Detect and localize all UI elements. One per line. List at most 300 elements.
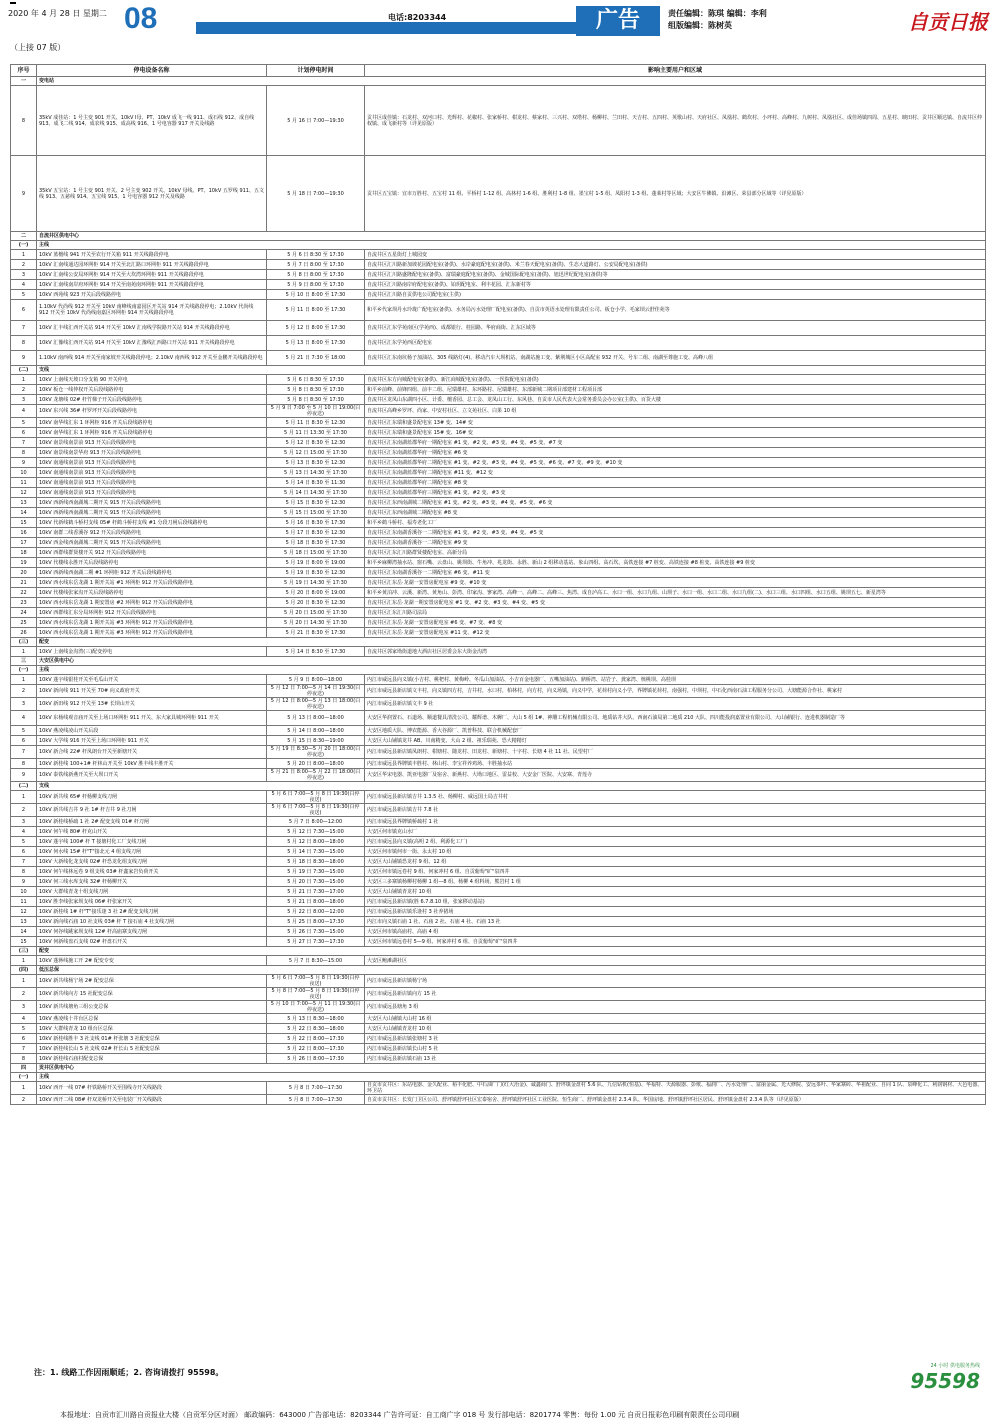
cell-area: 内江市威远县新店镇石庙 13 社 [365, 1054, 986, 1064]
cell-no: 15 [11, 518, 37, 528]
cell-name: 10kV 何三线水库支线 32# 杆杨柳开关 [37, 877, 267, 887]
cell-no: 6 [11, 1034, 37, 1044]
cell-no: 11 [11, 478, 37, 488]
cell-time: 5 月 21 日 8:00—5 月 22 日 18:00(白停夜送) [267, 769, 365, 782]
cell-time: 5 月 19 日 8:30 至 12:30 [267, 568, 365, 578]
cell-no: 5 [11, 726, 37, 736]
cell-time: 5 月 18 日 8:30—18:00 [267, 857, 365, 867]
cell-name: 10kV 龙塘线 02# 杆竹梯子开关后段线路停电 [37, 395, 267, 405]
cell-time: 5 月 14 日 8:30 至 11:30 [267, 478, 365, 488]
header-area: 影响主要用户和区域 [365, 65, 986, 77]
section-row [11, 77, 986, 86]
cell-no: 9 [11, 769, 37, 782]
table-row [11, 428, 986, 438]
cell-no: 15 [11, 937, 37, 947]
cell-time: 5 月 9 日 7:00 至 5 月 10 日 19:00(白停夜送) [267, 405, 365, 418]
table-row [11, 438, 986, 448]
section-number: (三) [11, 947, 37, 956]
cell-area: 自流井区汇东汇川路司法局 [365, 608, 986, 618]
cell-no: 1 [11, 375, 37, 385]
cell-area: 自贡市贡井区：长发门卫区公司、舒坪镇舒坪社区宏泰宿舍、舒坪镇舒坪社区工业医院、恒生商厂、舒坪镇金盘村 2.3.4 队、华国房地、舒坪镇舒坪社区居民、舒坪镇金盘村 2.3.4 队等（详见原版） [365, 1095, 986, 1105]
cell-time: 5 月 26 日 8:00—17:30 [267, 1054, 365, 1064]
cell-name: 10kV 南通线南景前 913 开关后段线路停电 [37, 458, 267, 468]
subsection-row [11, 782, 986, 791]
cell-name: 10kV 西新线西南湖城二期开关 915 开关后段线路停电 [37, 498, 267, 508]
cell-area: 自流井区汇东南湖蓝郡华府二期配电室 #11 变、#12 变 [365, 468, 986, 478]
table-row [11, 827, 986, 837]
header-time: 计划停电时间 [267, 65, 365, 77]
cell-no: 22 [11, 588, 37, 598]
cell-name: 10kV 西苑线 923 开关后段线路停电 [37, 290, 267, 300]
cell-area: 内江市向义镇石庙 1 社、石庙 2 社、石庙 4 社、石庙 13 社 [365, 917, 986, 927]
cell-no: 9 [11, 877, 37, 887]
table-row [11, 847, 986, 857]
cell-time: 5 月 12 日 7:30—15:00 [267, 827, 365, 837]
cell-no: 4 [11, 280, 37, 290]
cell-no: 6 [11, 428, 37, 438]
cell-area: 自贡市贡井区：东站电器、金久配业、裕丰化肥、中石油厂门(红大治金)、诚鑫商门、舒坪镇金盘村 5.6 队、九信钻机(恒基)、华福特、天源服器、彭歌、福润厂、污水处理厂、富丽金属、光大修院、安远茶叶、华家寨砖、华祖配业、自同 1 队、泉峰化工、利润钢材、大邑电器、环卫站 [365, 1082, 986, 1095]
cell-no: 1 [11, 791, 37, 804]
cell-time: 5 月 13 日 8:00—18:00 [267, 711, 365, 726]
cell-area: 自流井区汇东南湖香溪谷一二期配电室 #1 变、#2 变、#3 变、#4 变、#5 变 [365, 528, 986, 538]
cell-name: 10kV 新桂线桥疏 1 社 2# 配变支线 01# 杆刀闸 [37, 817, 267, 827]
cell-name: 10kV 板仓一线仲权开关后段线路停电 [37, 385, 267, 395]
cell-time: 5 月 9 日 8:00 至 17:30 [267, 280, 365, 290]
cell-area: 大安区地质大队、博农能源、香大谷源厂、凯普科技、联合机械配套厂 [365, 726, 986, 736]
cell-no: 1 [11, 1082, 37, 1095]
page-header [8, 2, 988, 40]
hotline-logo [880, 1362, 980, 1402]
cell-no: 6 [11, 736, 37, 746]
section-number: 四 [11, 1064, 37, 1073]
registration-mark [10, 2, 16, 4]
cell-name: 10kV 西新线西南湖城二期开关 915 开关后段线路停电 [37, 508, 267, 518]
cell-area: 贡井区五宝镇：宜市万胜村、五宝村 11 组、平桥村 1-12 组、高林村 1-6 组、胜利村 1-8 组、墨宝村 1-5 组、凤阳村 1-3 组、蓬莱村等区域；大安区牛佛镇、沿滩区、荣县部分区域等（详见原版） [365, 156, 986, 232]
cell-time: 5 月 22 日 8:30—18:00 [267, 1024, 365, 1034]
cell-time: 5 月 6 日 7:00—5 月 8 日 19:30(白停夜送) [267, 804, 365, 817]
cell-no: 7 [11, 857, 37, 867]
table-row [11, 458, 986, 468]
cell-area: 内江市威远县新店镇文丰 9 社 [365, 698, 986, 711]
cell-no: 10 [11, 468, 37, 478]
cell-area: 和平乡鹤斗桥村、福寿老化工厂 [365, 518, 986, 528]
header-equipment: 停电设备名称 [37, 65, 267, 77]
cell-area: 内江市威远县新店镇向方 15 社 [365, 988, 986, 1001]
table-row [11, 578, 986, 588]
cell-no: 16 [11, 528, 37, 538]
cell-area: 内江市威远县新店镇杨宁场 [365, 975, 986, 988]
cell-area: 和平乡麻柳湾抽水站、窗石嘴、云盘山、姚坝街、牛角冲、兆龙街、永胜、新山 2 组移动基站、象山四组、高石坎、高铁连接 #7 桩变、高铁连接 #8 桩变、高铁连接 #9 桩变 [365, 558, 986, 568]
cell-time: 5 月 15 日 8:30—19:00 [267, 736, 365, 746]
continued-from: （上接 07 版） [10, 43, 66, 52]
cell-area: 大安区大山铺镇龙井 AB、川南精变、大山 2 组、祖乐瑞苑、恐大精精灯 [365, 736, 986, 746]
editors-line-2: 组版编辑：陈树英 [668, 21, 732, 30]
cell-no: 3 [11, 270, 37, 280]
cell-time: 5 月 21 日 8:00—18:00 [267, 897, 365, 907]
table-row [11, 857, 986, 867]
cell-time: 5 月 9 日 8:00—18:00 [267, 675, 365, 685]
cell-time: 5 月 8 日 7:00—17:30 [267, 1095, 365, 1105]
cell-time: 5 月 21 日 8:30 至 17:30 [267, 628, 365, 638]
cell-time: 5 月 7 日 8:30—15:00 [267, 956, 365, 966]
cell-name: 10kV 新合线 22# 杆凤朗台开关至新塘开关 [37, 746, 267, 759]
cell-no: 7 [11, 746, 37, 759]
cell-no: 3 [11, 698, 37, 711]
table-row [11, 1001, 986, 1014]
table-row [11, 937, 986, 947]
section-title: 配变 [37, 947, 986, 956]
cell-area: 自流井区郭家坳街道地大酒店社区居委会东大街金沟湾 [365, 647, 986, 657]
cell-name: 10kV 南通线南景前 913 开关后段线路停电 [37, 478, 267, 488]
table-row [11, 975, 986, 988]
table-row [11, 568, 986, 578]
cell-area: 自流井区汇东西南湖城二期配电室 #8 变 [365, 508, 986, 518]
cell-area: 内江市威远县新店镇长山村 5 社 [365, 1044, 986, 1054]
cell-name: 10kV 燕凌线凌山开关后段 [37, 726, 267, 736]
section-title: 支线 [37, 782, 986, 791]
cell-name: 10kV 新桂线胜丰 3 社支线 01# 杆张塘 3 社配变总保 [37, 1034, 267, 1044]
table-row [11, 917, 986, 927]
cell-no: 21 [11, 578, 37, 588]
cell-name: 10kV 汇丰线汇西开关站 914 开关至 10kV 汇南线学院路开关站 914 开关线路段停电 [37, 321, 267, 336]
page-footer: 本报地址：自贡市汇川路自贡报业大楼（自贡军分区对面） 邮政编码：643000 广告部电话：8203344 广告许可证：自工商广字 018 号 发行部电话：8201774 零售：每份 1.00 元 自贡日报彩色印刷有限责任公司印刷 [60, 1411, 740, 1419]
cell-area: 大安区何市镇远卷村 9 组、何家冲村 6 组、自贡葡萄"矿"泉四井 [365, 867, 986, 877]
subsection-row [11, 638, 986, 647]
cell-no: 12 [11, 488, 37, 498]
cell-no: 5 [11, 418, 37, 428]
cell-name: 10kV 上南线天坡口分支箱 90 开关停电 [37, 375, 267, 385]
newspaper-logo: 自贡日报 [908, 10, 988, 34]
table-row [11, 988, 986, 1001]
cell-time: 5 月 20 日 14:30 至 17:30 [267, 618, 365, 628]
cell-time: 5 月 10 日 7:00—5 月 11 日 19:30(白停夜送) [267, 1001, 365, 1014]
cell-area: 和平乡代家坝丹水玲珑广配电室(备供)、水务局污水处理厂配电室(备供)、自贡市英语水处理有限责任公司、板仓小学、毛家坝云舒佳苑等 [365, 300, 986, 321]
cell-name: 10kV 新桂线 1# 杆"T"接乐逢 3 社 2# 配变支线刀闸 [37, 907, 267, 917]
table-row [11, 375, 986, 385]
cell-name: 10kV 蓬宇线 100# 杆 T 接塘村化工厂支线刀闸 [37, 837, 267, 847]
cell-area: 自流井区汇东岳·龙湖一安置房配电室 #6 变、#7 变、#8 变 [365, 618, 986, 628]
cell-name: 10kV 南华线汇东 1 环网柜 916 开关后段线路停电 [37, 428, 267, 438]
cell-no: 5 [11, 290, 37, 300]
subsection-row [11, 241, 986, 250]
section-title: 大安区供电中心 [37, 657, 986, 666]
cell-name: 35kV 成佳站：1 号主变 901 开关、10kV Ⅰ母、PT、10kV 成飞一线 911、成石线 912、成自线 913、成飞二线 914、成农线 915、成高线 916、1 号电容器 917 开关及线路 [37, 86, 267, 156]
cell-time: 5 月 6 日 7:00—5 月 8 日 19:30(白停夜送) [267, 791, 365, 804]
section-title: 支线 [37, 366, 986, 375]
cell-no: 14 [11, 508, 37, 518]
cell-name: 10kV 蓝檀线 941 开关至农行开关箱 911 开关线路段停电 [37, 250, 267, 260]
cell-time: 5 月 11 日 13:30 至 17:30 [267, 428, 365, 438]
cell-name: 10kV 汇南线公安局环网柜 914 开关至大坎湾环网柜 911 开关线路段停电 [37, 270, 267, 280]
cell-no: 1 [11, 675, 37, 685]
cell-name: 10kV 泰铁线新燕开关至大坝口开关 [37, 769, 267, 782]
subsection-row [11, 966, 986, 975]
table-row [11, 907, 986, 917]
cell-time: 5 月 19 日 7:30—15:00 [267, 867, 365, 877]
cell-no: 4 [11, 711, 37, 726]
cell-area: 内江市威远县界牌镇桥疏村 1 社 [365, 817, 986, 827]
table-row [11, 746, 986, 759]
cell-area: 自流井区汇东学苑西区配电室 [365, 336, 986, 351]
cell-time: 5 月 7 日 8:00 至 17:30 [267, 260, 365, 270]
section-title: 自流井区供电中心 [37, 232, 986, 241]
cell-area: 大安区大山铺镇恐龙村 9 组、12 组 [365, 857, 986, 867]
section-number: 二 [11, 232, 37, 241]
header-no: 序号 [11, 65, 37, 77]
table-row [11, 897, 986, 907]
table-row [11, 1095, 986, 1105]
cell-area: 大安区华宋电器、凯亚电器厂及宿舍、新燕村、大坳口地区、雷益校、大安金厂医院、大安寨、青莲寺 [365, 769, 986, 782]
cell-no: 8 [11, 867, 37, 877]
cell-area: 自流井区汇东南湖蓝郡华府三期配电室 #1 变、#2 变、#3 变 [365, 488, 986, 498]
subsection-row [11, 666, 986, 675]
cell-no: 26 [11, 628, 37, 638]
cell-time: 5 月 11 日 8:30 至 12:30 [267, 418, 365, 428]
cell-name: 10kV 南华线汇东 1 环网柜 916 开关后段线路停电 [37, 418, 267, 428]
cell-area: 自流井区汇东学苑南区(学苑西)、成都银行、桂园路、华府商街、汇东区域等 [365, 321, 986, 336]
cell-area: 自流井区汇东南湖蓝郡华府一期配电室 #6 变 [365, 448, 986, 458]
cell-no: 7 [11, 321, 37, 336]
hotline-number: 95598 [910, 1369, 980, 1393]
outage-table [10, 64, 986, 1105]
section-title: 广告 [576, 6, 660, 36]
cell-name: 10kV 大群线青龙十组支线刀闸 [37, 887, 267, 897]
cell-no: 4 [11, 405, 37, 418]
subsection-row [11, 1073, 986, 1082]
cell-no: 1 [11, 956, 37, 966]
cell-time: 5 月 7 日 8:00—12:00 [267, 817, 365, 827]
cell-name: 10kV 新桂线 100+1# 杆林山开关至 10kV 胜丰线丰胜开关 [37, 759, 267, 769]
table-row [11, 508, 986, 518]
cell-name: 10kV 新桂线石庙村配变总保 [37, 1054, 267, 1064]
table-row [11, 300, 986, 321]
cell-no: 18 [11, 548, 37, 558]
cell-no: 3 [11, 1001, 37, 1014]
cell-area: 大安区大山铺镇大山村 16 组 [365, 1014, 986, 1024]
cell-area: 大安区何市镇何市一街、永太村 10 组 [365, 847, 986, 857]
table-row [11, 887, 986, 897]
cell-area: 自流井区汇东岳·龙湖一安置房配电室 #11 变、#12 变 [365, 628, 986, 638]
cell-no: 24 [11, 608, 37, 618]
cell-no: 5 [11, 1024, 37, 1034]
cell-name: 10kV 大群线青龙 10 组台区总保 [37, 1024, 267, 1034]
section-row [11, 657, 986, 666]
section-number: (二) [11, 782, 37, 791]
cell-no: 6 [11, 300, 37, 321]
table-row [11, 156, 986, 232]
cell-area: 自流井区汇东西南湖城二期配电室 #1 变、#2 变、#3 变、#4 变、#5 变、#6 变 [365, 498, 986, 508]
table-row [11, 867, 986, 877]
table-row [11, 538, 986, 548]
table-row [11, 685, 986, 698]
cell-name: 10kV 南景线南景前 913 开关后段线路停电 [37, 438, 267, 448]
cell-name: 10kV 南通线南景前 913 开关后段线路停电 [37, 488, 267, 498]
cell-area: 贡井区成佳镇：石龙村、双河口村、光辉村、花椒村、张家桥村、柑龙村、蔡家村、三兴村、双塔村、杨柳村、兰田村、天吉村、五四村、英歌山村、天府社区、凤凰村、鹤坎村、小坪村、高峰村、九树村、凤凰社区、成佳场镇四周、五星村、映田村、贡井区顺达镇、自流井区仲权镇、成飞新村等（详见原版） [365, 86, 986, 156]
cell-area: 内江市威远县向义镇(高明 2 组、利源化工厂) [365, 837, 986, 847]
cell-name: 10kV 新向线石庙 10 社支线 03# 杆 T 接石庙 4 社支线刀闸 [37, 917, 267, 927]
cell-no: 13 [11, 917, 37, 927]
cell-name: 10kV 代楼线永胜开关后段线路停电 [37, 558, 267, 568]
cell-name: 10kV 汇豫线汇西开关站 914 开关至 10kV 汇豫线汇西路口开关站 911 开关线路段停电 [37, 336, 267, 351]
cell-name: 10kV 燕凌线十井台区总保 [37, 1014, 267, 1024]
cell-time: 5 月 12 日 8:00—5 月 13 日 18:00(白停夜送) [267, 698, 365, 711]
cell-name: 10kV 何午线 80# 杆克山开关 [37, 827, 267, 837]
cell-no: 17 [11, 538, 37, 548]
cell-area: 大安区大山铺镇青龙村 10 组 [365, 887, 986, 897]
cell-name: 10kV 东杨线观音庙开关至上场口环网柜 911 开关、东大家具城环网柜 911 开关 [37, 711, 267, 726]
section-title: 主线 [37, 666, 986, 675]
cell-area: 内江市威远县新店镇文丰村，向义镇四方村，吉井村，水口村，柏林村，向方村，向义场镇，向义中学，花荷村向义小学，界牌镇花荷村，南强村，中坝村，中石化西南石油工程服务分公司、大塘能源合作社、桃家村 [365, 685, 986, 698]
cell-no: 19 [11, 558, 37, 568]
cell-no: 25 [11, 618, 37, 628]
table-row [11, 478, 986, 488]
cell-no: 8 [11, 86, 37, 156]
cell-no: 4 [11, 1014, 37, 1024]
cell-name: 10kV 新共线杨宁场 2# 配变总保 [37, 975, 267, 988]
cell-time: 5 月 27 日 7:30—17:30 [267, 937, 365, 947]
table-row [11, 321, 986, 336]
subsection-row [11, 366, 986, 375]
cell-time: 5 月 20 日 8:00 至 19:00 [267, 588, 365, 598]
cell-area: 自流井区汇东南湖蓝郡华府二期配电室 #1 变、#2 变、#3 变、#4 变、#5 变、#6 变、#7 变、#9 变、#10 变 [365, 458, 986, 468]
page-number: 08 [124, 2, 158, 35]
cell-time: 5 月 12 日 7:00—5 月 14 日 19:30(白停夜送) [267, 685, 365, 698]
cell-no: 10 [11, 887, 37, 897]
cell-name: 10kV 代楼线张家沟开关后段线路停电 [37, 588, 267, 598]
table-row [11, 608, 986, 618]
table-body [11, 77, 986, 1105]
cell-name: 10kV 大新线化龙支线 02# 杆恐龙化组支线刀闸 [37, 857, 267, 867]
cell-name: 10kV 新田线 912 开关至 13# 长坝山开关 [37, 698, 267, 711]
cell-no: 4 [11, 827, 37, 837]
table-row [11, 791, 986, 804]
cell-area: 内江市威远县新店镇吉井 7.8 社 [365, 804, 986, 817]
table-row [11, 1082, 986, 1095]
cell-time: 5 月 20 日 8:30 至 12:30 [267, 598, 365, 608]
cell-time: 5 月 22 日 8:00—17:30 [267, 1034, 365, 1044]
cell-time: 5 月 26 日 7:30—15:00 [267, 927, 365, 937]
cell-time: 5 月 12 日 15:00 至 17:30 [267, 448, 365, 458]
cell-name: 1.10kV 代尚线 912 开关至 10kV 南峰线南嘉园区开关站 914 开关线路段停电；2.10kV 代尚线 912 开关至 10kV 代尚线南嘉区环网柜 914 开关线路段停电 [37, 300, 267, 321]
cell-time: 5 月 13 日 8:00 至 17:30 [267, 336, 365, 351]
cell-time: 5 月 21 日 7:30—17:00 [267, 887, 365, 897]
cell-time: 5 月 22 日 8:00—12:00 [267, 907, 365, 917]
cell-name: 10kV 何午线林远卷 9 组支线 03# 杆鑫家岩负荷开关 [37, 867, 267, 877]
cell-no: 11 [11, 897, 37, 907]
table-row [11, 260, 986, 270]
cell-time: 5 月 6 日 7:00—5 月 8 日 19:30(白停夜送) [267, 975, 365, 988]
cell-no: 7 [11, 438, 37, 448]
cell-time: 5 月 12 日 8:30 至 12:30 [267, 438, 365, 448]
cell-area: 大安区何市镇高庙村、高庙 4 组 [365, 927, 986, 937]
cell-time: 5 月 18 日 15:00 至 17:30 [267, 548, 365, 558]
cell-time: 5 月 21 日 7:30 至 18:00 [267, 351, 365, 366]
cell-no: 2 [11, 260, 37, 270]
section-number: (一) [11, 241, 37, 250]
cell-area: 自流井区汇东瑞和盛景配电室 15# 变、16# 变 [365, 428, 986, 438]
section-title: 配变 [37, 638, 986, 647]
cell-no: 9 [11, 156, 37, 232]
cell-time: 5 月 6 日 8:30 至 17:30 [267, 250, 365, 260]
cell-time: 5 月 12 日 8:00 至 17:30 [267, 321, 365, 336]
cell-area: 内江市威远县新店镇吉井 1.3.5 社、杨柳村、威远国土局吉井村 [365, 791, 986, 804]
section-number: (三) [11, 638, 37, 647]
cell-time: 5 月 13 日 8:30 至 12:30 [267, 458, 365, 468]
cell-no: 3 [11, 395, 37, 405]
table-row [11, 1014, 986, 1024]
section-number: (一) [11, 666, 37, 675]
cell-time: 5 月 20 日 7:30—15:00 [267, 877, 365, 887]
cell-time: 5 月 14 日 7:30—15:00 [267, 847, 365, 857]
cell-time: 5 月 25 日 8:00—17:30 [267, 917, 365, 927]
table-row [11, 518, 986, 528]
cell-name: 10kV 南群二线香溪谷 912 开关后段线路停电 [37, 528, 267, 538]
table-row [11, 250, 986, 260]
section-title: 主线 [37, 241, 986, 250]
cell-time: 5 月 14 日 8:00—18:00 [267, 726, 365, 736]
cell-name: 10kV 新向线 911 开关至 70# 向义政府开关 [37, 685, 267, 698]
table-row [11, 711, 986, 726]
table-row [11, 1044, 986, 1054]
cell-area: 自流井区汇东南湖蓝郡华府二期配电室 #8 变 [365, 478, 986, 488]
cell-name: 10kV 蓬蒋线施工开 2# 配变专变 [37, 956, 267, 966]
ad-phone: 电话:8203344 [388, 13, 447, 22]
cell-time: 5 月 20 日 15:00 至 17:30 [267, 608, 365, 618]
cell-no: 7 [11, 1044, 37, 1054]
table-row [11, 1054, 986, 1064]
section-number: (一) [11, 1073, 37, 1082]
cell-area: 自流井区高峰乡罗坪、尚家、中安村社区、立文苑社区、白果 10 组 [365, 405, 986, 418]
cell-area: 内江市威远县塘角 3 组 [365, 1001, 986, 1014]
cell-area: 自流井区东方向城配电室(备供)、新江商城配电室(备供)、一医院配电室(备供) [365, 375, 986, 385]
cell-area: 自流井区汇川路自贡供电公司配电室(主供) [365, 290, 986, 300]
cell-no: 12 [11, 907, 37, 917]
table-row [11, 726, 986, 736]
table-row [11, 395, 986, 405]
cell-name: 10kV 西群线汇东分局环网柜 912 开关后段线路停电 [37, 608, 267, 618]
table-row [11, 1034, 986, 1044]
cell-name: 1.10kV 南西线 914 开关至南家坡开关线路段停电；2.10kV 南西线 912 开关至金鹏开关线路段停电 [37, 351, 267, 366]
cell-area: 自流井区龙凤山东湖四小区、计委、檀香园、总工会、龙凤山工行、东风巷、自贡市人民代表大会常务委员会办公室(主供)、百货大楼 [365, 395, 986, 405]
cell-name: 10kV 南通线南景前 913 开关后段线路停电 [37, 468, 267, 478]
table-row [11, 837, 986, 847]
cell-time: 5 月 8 日 7:00—17:30 [267, 1082, 365, 1095]
cell-time: 5 月 16 日 8:30 至 17:30 [267, 518, 365, 528]
cell-name: 10kV 汇南线通达园环网柜 914 开关至北汇路口环网柜 911 开关线路段停电 [37, 260, 267, 270]
cell-time: 5 月 16 日 7:00—19:30 [267, 86, 365, 156]
cell-time: 5 月 11 日 8:00 至 17:30 [267, 300, 365, 321]
table-row [11, 270, 986, 280]
cell-name: 10kV 新共线吉井 9 社 1# 杆吉井 9 社刀闸 [37, 804, 267, 817]
table-row [11, 588, 986, 598]
cell-name: 10kV 西水线东岳龙湖 1 期开关站 #1 环网柜 912 开关后段线路停电 [37, 578, 267, 588]
cell-time: 5 月 17 日 8:30 至 12:30 [267, 528, 365, 538]
table-row [11, 956, 986, 966]
cell-name: 10kV 西水线东岳龙湖 1 期开关站 #3 环网柜 912 开关后段线路停电 [37, 618, 267, 628]
cell-area: 大安区大山铺镇青龙村 10 组 [365, 1024, 986, 1034]
cell-no: 8 [11, 448, 37, 458]
footnote: 注：1. 线路工作因雨顺延；2. 咨询请拨打 95598。 [34, 1368, 224, 1377]
cell-area: 自流井区汇东汇川路群贤楼配电室、高新分局 [365, 548, 986, 558]
cell-time: 5 月 13 日 14:30 至 17:30 [267, 468, 365, 478]
cell-no: 1 [11, 250, 37, 260]
cell-area: 内江市威远县新店镇乐逢村 3 社养猪场 [365, 907, 986, 917]
table-row [11, 698, 986, 711]
cell-area: 内江市威远县新店镇凤朗村、柑塘村、随龙村、田龙村、新塘村、十字村、长塘 4 社 11 社、民望村厂 [365, 746, 986, 759]
cell-time: 5 月 19 日 14:30 至 17:30 [267, 578, 365, 588]
section-title: 低压总保 [37, 966, 986, 975]
section-title: 变电站 [37, 77, 986, 86]
